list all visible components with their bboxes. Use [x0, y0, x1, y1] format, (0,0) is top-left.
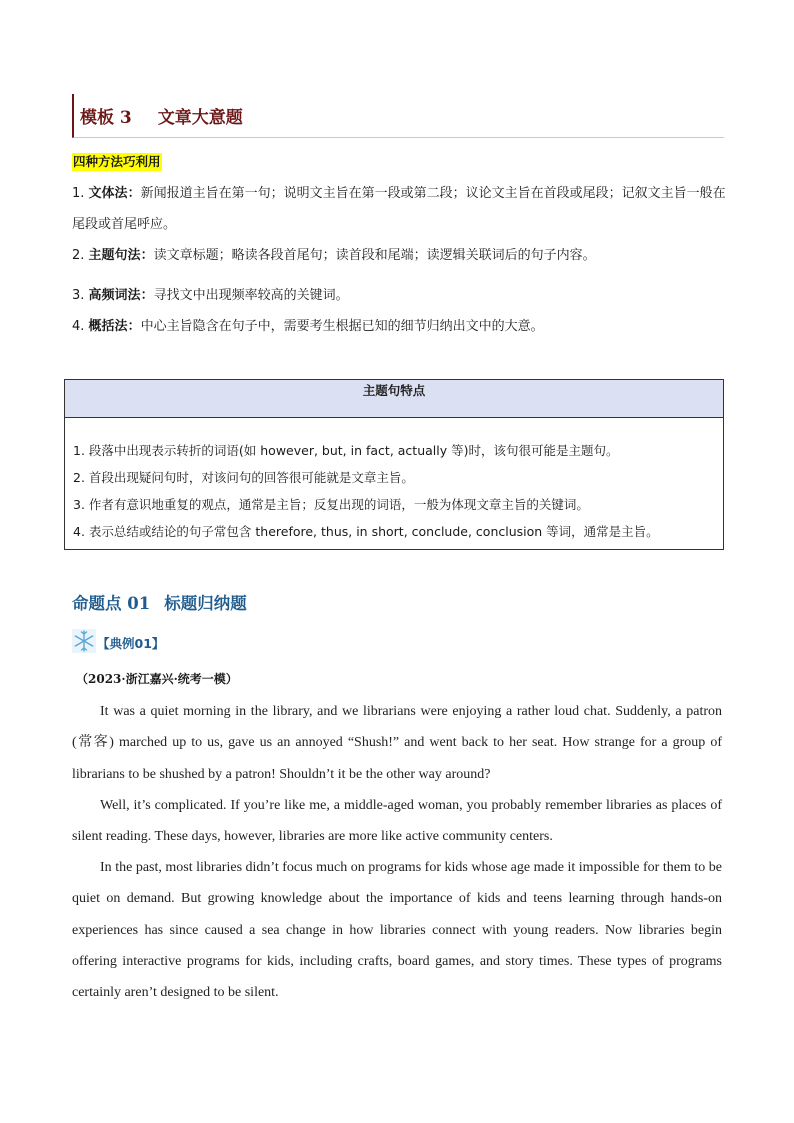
table-row: 4. 表示总结或结论的句子常包含 therefore, thus, in short, conclude, conclusion 等词，通常是主旨。: [73, 524, 659, 539]
method-number: 2.: [72, 248, 85, 263]
template-topic: 文章大意题: [157, 108, 243, 128]
table-row: 1. 段落中出现表示转折的词语(如 however, but, in fact, actually 等)时，该句很可能是主题句。: [73, 443, 619, 458]
method-term: 主题句法: [88, 248, 141, 263]
method-text: 中心主旨隐含在句子中，需要考生根据已知的细节归纳出文中的大意。: [140, 319, 544, 334]
method-term: 文体法: [88, 186, 128, 201]
snowflake-icon: [72, 629, 96, 653]
paragraph-text: In the past, most libraries didn’t focus much on programs for kids whose age made it impossible for them to be quiet on demand. But growing knowledge about the importance of kids and teens learning through hands-on experiences has since caused a sea change in how libraries connect with young readers. Now libraries begin offering interactive programs for kids, including crafts, board games, and story times. These types of programs certainly aren’t designed to be silent.: [72, 860, 722, 1001]
methods-heading: 四种方法巧利用: [73, 154, 161, 169]
section-name: 标题归纳题: [164, 594, 247, 613]
method-sep: ：: [127, 319, 141, 334]
method-number: 3.: [72, 288, 85, 303]
method-term: 高频词法: [88, 288, 141, 303]
paragraph-text: It was a quiet morning in the library, and we librarians were enjoying a rather loud chat. Suddenly, a patron (常客) marched up to us, gave us an annoyed “Shush!” and went back to her seat. How strange for a group of librarians to be shushed by a patron! Shouldn’t it be the other way around?: [72, 704, 722, 782]
method-number: 4.: [72, 319, 85, 334]
method-sep: ：: [127, 186, 141, 201]
passage-paragraph: [72, 696, 722, 790]
paragraph-text: Well, it’s complicated. If you’re like me, a middle-aged woman, you probably remember libraries as places of silent reading. These days, however, libraries are more like active community centers.: [72, 798, 722, 845]
method-term: 概括法: [88, 319, 128, 334]
topic-sentence-table: [64, 379, 724, 550]
method-text: 新闻报道主旨在第一句；说明文主旨在第一段或第二段；议论文主旨在首段或尾段；记叙文主旨一般在尾段或首尾呼应。: [72, 186, 726, 232]
method-sep: ：: [140, 288, 154, 303]
passage-paragraph: [72, 852, 722, 1008]
template-module: 模板 3: [80, 108, 132, 128]
table-header: 主题句特点: [65, 380, 723, 418]
method-item-3: [72, 280, 727, 311]
method-text: 寻找文中出现频率较高的关键词。: [153, 288, 349, 303]
method-sep: ：: [140, 248, 154, 263]
method-text: 读文章标题；略读各段首尾句；读首段和尾端；读逻辑关联词后的句子内容。: [153, 248, 596, 263]
method-item-2: [72, 240, 727, 271]
method-number: 1.: [72, 186, 85, 201]
method-item-4: [72, 311, 727, 342]
table-row: 2. 首段出现疑问句时，对该问句的回答很可能就是文章主旨。: [73, 470, 414, 485]
section-prefix: 命题点 01: [72, 594, 151, 613]
template-title: [80, 103, 243, 128]
template-header: [72, 94, 724, 138]
method-item-1: [72, 178, 727, 240]
passage-paragraph: [72, 790, 722, 853]
table-row: 3. 作者有意识地重复的观点，通常是主旨；反复出现的词语，一般为体现文章主旨的关键词。: [73, 497, 589, 512]
section-title: [72, 590, 247, 614]
example-label: 【典例01】: [97, 636, 165, 651]
example-label-box: [72, 629, 202, 655]
example-source: （2023·浙江嘉兴·统考一模）: [76, 672, 238, 686]
